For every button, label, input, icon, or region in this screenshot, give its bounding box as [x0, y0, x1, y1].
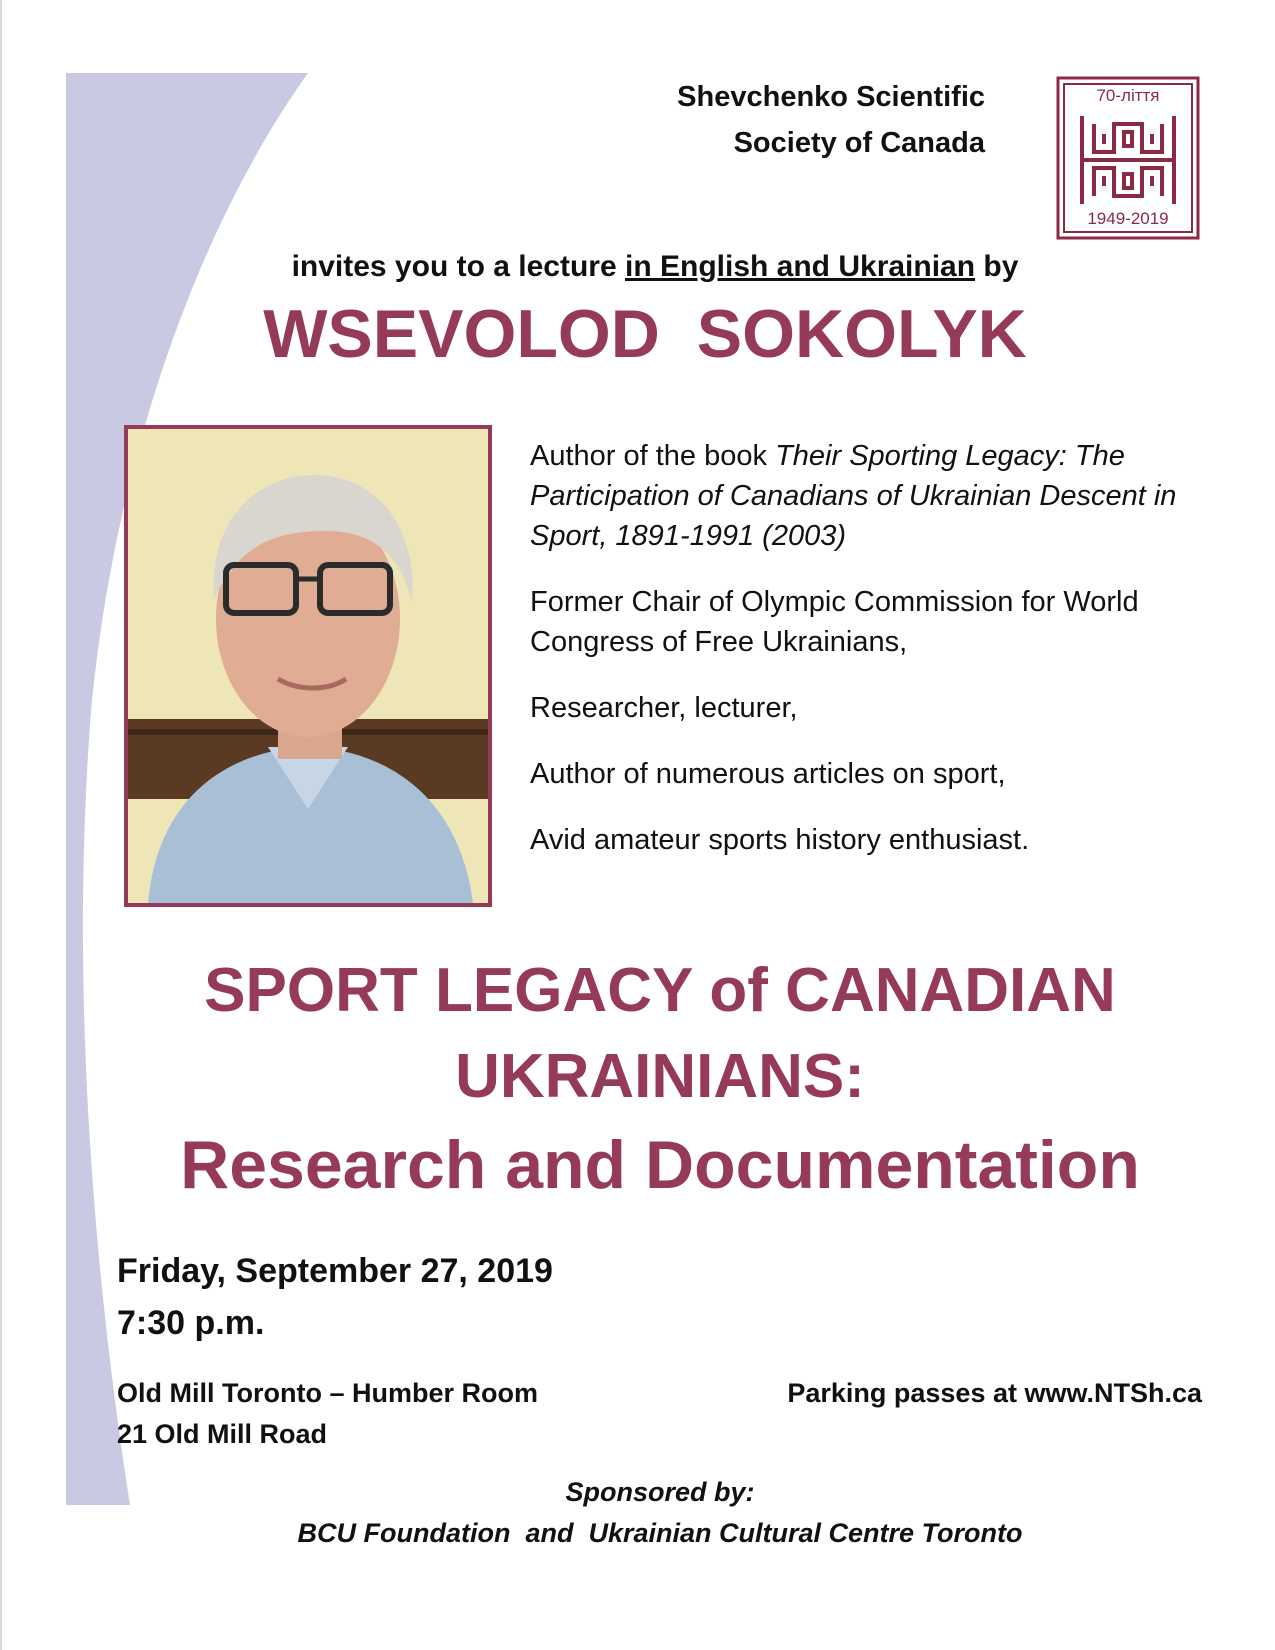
bio-book-prefix: Author of the book	[530, 440, 776, 472]
logo-years-text: 1949-2019	[1087, 209, 1169, 228]
organization-line-2: Society of Canada	[733, 127, 985, 159]
sponsors	[0, 1472, 1275, 1554]
bio-item: Researcher, lecturer,	[530, 692, 798, 724]
bio-book-title: Their Sporting Legacy: The Participation of Canadians of Ukrainian Descent in Sport, 1891-1991 (2003)	[530, 440, 1177, 552]
lecture-title-line-3: Research and Documentation	[180, 1127, 1140, 1203]
venue	[117, 1373, 538, 1455]
bio-item: Former Chair of Olympic Commission for World Congress of Free Ukrainians,	[530, 586, 1139, 658]
logo-anniversary-text: 70-ліття	[1096, 86, 1160, 105]
invitation-languages: in English and Ukrainian	[625, 250, 976, 283]
bio-item: Author of numerous articles on sport,	[530, 758, 1006, 790]
speaker-photo	[124, 425, 492, 907]
lecture-title-line-2: UKRAINIANS:	[455, 1042, 865, 1111]
event-date: Friday, September 27, 2019	[117, 1252, 553, 1290]
organization-line-1: Shevchenko Scientific	[677, 81, 985, 113]
lecture-title-line-1: SPORT LEGACY of CANADIAN	[204, 956, 1116, 1025]
invitation-suffix: by	[975, 250, 1019, 283]
bio-item: Avid amateur sports history enthusiast.	[530, 824, 1030, 856]
invitation-line	[0, 250, 1275, 284]
sponsors-label: Sponsored by:	[565, 1477, 755, 1507]
sponsors-names: BCU Foundation and Ukrainian Cultural Centre Toronto	[297, 1518, 1023, 1548]
venue-name: Old Mill Toronto – Humber Room	[117, 1378, 538, 1408]
speaker-portrait-image	[128, 429, 488, 903]
lecture-title	[0, 948, 1275, 1210]
parking-info: Parking passes at www.NTSh.ca	[787, 1378, 1202, 1408]
invitation-prefix: invites you to a lecture	[291, 250, 625, 283]
venue-address: 21 Old Mill Road	[117, 1419, 328, 1449]
event-time: 7:30 p.m.	[117, 1304, 265, 1342]
ntsh-logo	[1056, 76, 1200, 240]
bio-book	[530, 436, 1230, 556]
event-datetime	[117, 1245, 553, 1349]
speaker-bio	[530, 436, 1230, 886]
organization-name	[677, 74, 985, 166]
speaker-name: WSEVOLOD SOKOLYK	[263, 296, 1027, 372]
